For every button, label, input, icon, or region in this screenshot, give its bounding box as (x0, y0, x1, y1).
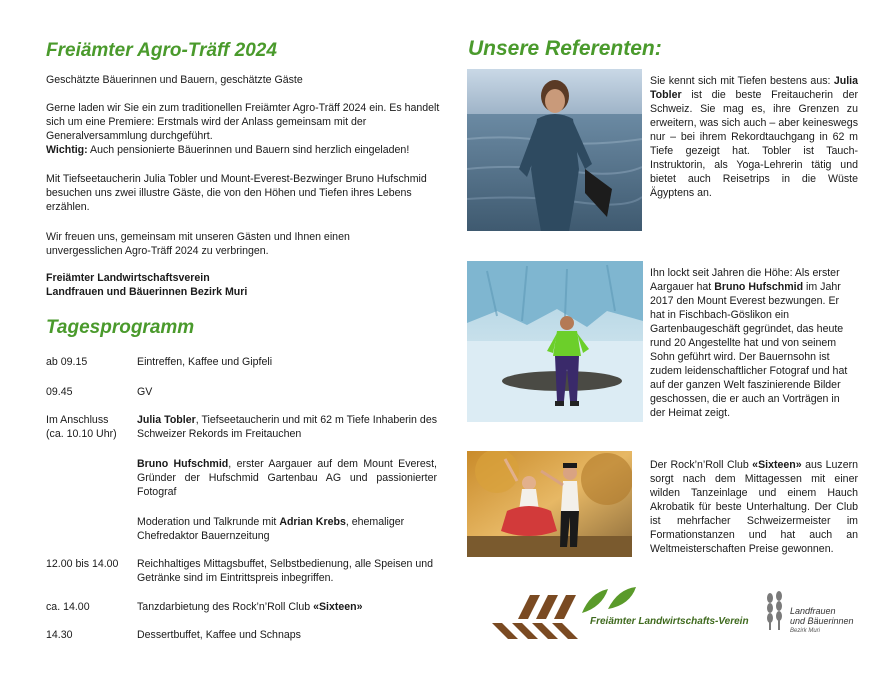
julia-description: , Tiefseetaucherin und mit 62 m Tiefe Inhaberin des Schweizer Rekords im Freitauchen (137, 414, 438, 440)
landfrauen-line-3: Bezirk Muri (790, 628, 821, 634)
intro-paragraph-3: Wir freuen uns, gemeinsam mit unseren Gästen und Ihnen einen unvergesslichen Agro-Träff 2024 zu verbringen. (46, 231, 350, 257)
dance-text: Tanzdarbietung des Rock’n’Roll Club (137, 601, 314, 613)
program-time: ab 09.15 (46, 356, 88, 368)
program-title: Tagesprogramm (46, 317, 195, 338)
intro-paragraph-1 (46, 101, 446, 157)
wheat-icon (762, 590, 788, 630)
bruno-bio-name: Bruno Hufschmid (714, 281, 804, 293)
climber-photo (467, 261, 643, 422)
club-bio-name: «Sixteen» (752, 459, 802, 471)
program-text: GV (137, 386, 153, 398)
julia-bio-text-2: ist die beste Freitaucherin der Schweiz. Sie mag es, ihre Grenzen zu erweitern, was sich auch – aber keineswegs nur – bei ihrem Rekordtauchgang in 62 m Tiefe gezeigt hat. Tobler ist Tauch-Instruktorin, als Yoga-Lehrerin tätig und bietet auch Reisetrips in die Wüste Ägyptens an. (650, 89, 858, 199)
program-time (46, 413, 136, 441)
landfrauen-line-1: Landfrauen (790, 606, 836, 616)
bruno-bio-text-1: Ihn lockt seit Jahren die Höhe: Als erster Aargauer hat (650, 267, 840, 293)
club-bio-text-2: aus Luzern sorgt nach dem Mittagessen mit einer wilden Tanzeinlage und einem Hauch Akrobatik für beste Unterhaltung. Der Club ist mehrfacher Schweizermeister im Formationstanzen und hat auch an Weltmeisterschaften Preise gewonnen. (650, 459, 858, 555)
greeting: Geschätzte Bäuerinnen und Bauern, geschätzte Gäste (46, 74, 303, 86)
program-time-line-2: (ca. 10.10 Uhr) (46, 428, 117, 440)
club-bio (650, 458, 858, 556)
program-julia (137, 413, 437, 441)
flv-logo-text: Freiämter Landwirtschafts-Verein (590, 616, 749, 627)
landfrauen-line-2: und Bäuerinnen (790, 616, 854, 626)
bruno-bio (650, 266, 855, 420)
club-bio-text-1: Der Rock’n’Roll Club (650, 459, 753, 471)
dancers-photo (467, 451, 632, 557)
important-label: Wichtig: (46, 144, 88, 156)
event-title: Freiämter Agro-Träff 2024 (46, 40, 277, 61)
important-text: Auch pensionierte Bäuerinnen und Bauern sind herzlich eingeladen! (87, 144, 410, 156)
moderation-text: Moderation und Talkrunde mit (137, 516, 280, 528)
julia-name: Julia Tobler (137, 414, 196, 426)
intro-paragraph-2: Mit Tiefseetaucherin Julia Tobler und Mount-Everest-Bezwinger Bruno Hufschmid besuchen uns zwei illustre Gäste, die von den Höhen und Tiefen ihres Lebens erzählen. (46, 173, 427, 213)
program-time: 09.45 (46, 386, 73, 398)
organizer-1: Freiämter Landwirtschaftsverein (46, 272, 210, 284)
program-time-line-1: Im Anschluss (46, 414, 109, 426)
diver-photo (467, 69, 642, 231)
julia-bio-name: Julia Tobler (650, 75, 858, 101)
flv-logo (490, 585, 749, 640)
program-text (137, 600, 437, 614)
moderation-text-2: , ehemaliger Chefredaktor Bauernzeitung (137, 516, 405, 542)
club-name: «Sixteen» (313, 601, 363, 613)
moderator-name: Adrian Krebs (279, 516, 346, 528)
speakers-title: Unsere Referenten: (468, 37, 662, 60)
program-time: 12.00 bis 14.00 (46, 558, 119, 570)
organizers (46, 271, 446, 299)
julia-bio (650, 74, 858, 200)
organizer-2: Landfrauen und Bäuerinnen Bezirk Muri (46, 286, 248, 298)
bruno-bio-text-2: im Jahr 2017 den Mount Everest bezwungen. Er hat in Fischbach-Göslikon ein Gartenbaugeschäft gegründet, das heute rund 20 Angestellte hat und von seinem Sohn geführt wird. Der Bauernsohn ist zudem leidenschaftlicher Fotograf und hat auf der ganzen Welt faszinierende Bilder geschossen, die er auch an Vorträgen in der Heimat zeigt. (650, 281, 848, 419)
landfrauen-logo (760, 588, 870, 643)
bruno-description: , erster Aargauer auf dem Mount Everest, Gründer der Hufschmid Gartenbau AG und passionierter Fotograf (137, 458, 437, 498)
program-time: ca. 14.00 (46, 601, 90, 613)
program-bruno (137, 457, 437, 499)
flv-logo-icon (490, 585, 640, 640)
program-text: Eintreffen, Kaffee und Gipfeli (137, 356, 273, 368)
program-moderation (137, 515, 437, 543)
program-text: Dessertbuffet, Kaffee und Schnaps (137, 629, 301, 641)
program-text: Reichhaltiges Mittagsbuffet, Selbstbedienung, alle Speisen und Getränke sind im Eintrittspreis inbegriffen. (137, 558, 434, 584)
intro-text-1: Gerne laden wir Sie ein zum traditionellen Freiämter Agro-Träff 2024 ein. Es handelt sich um eine Premiere: Erstmals wird der Anlass gemeinsam mit der Generalversammlung durchgeführt. (46, 102, 440, 142)
julia-bio-text-1: Sie kennt sich mit Tiefen bestens aus: (650, 75, 834, 87)
bruno-name: Bruno Hufschmid (137, 458, 229, 470)
program-time: 14.30 (46, 629, 73, 641)
